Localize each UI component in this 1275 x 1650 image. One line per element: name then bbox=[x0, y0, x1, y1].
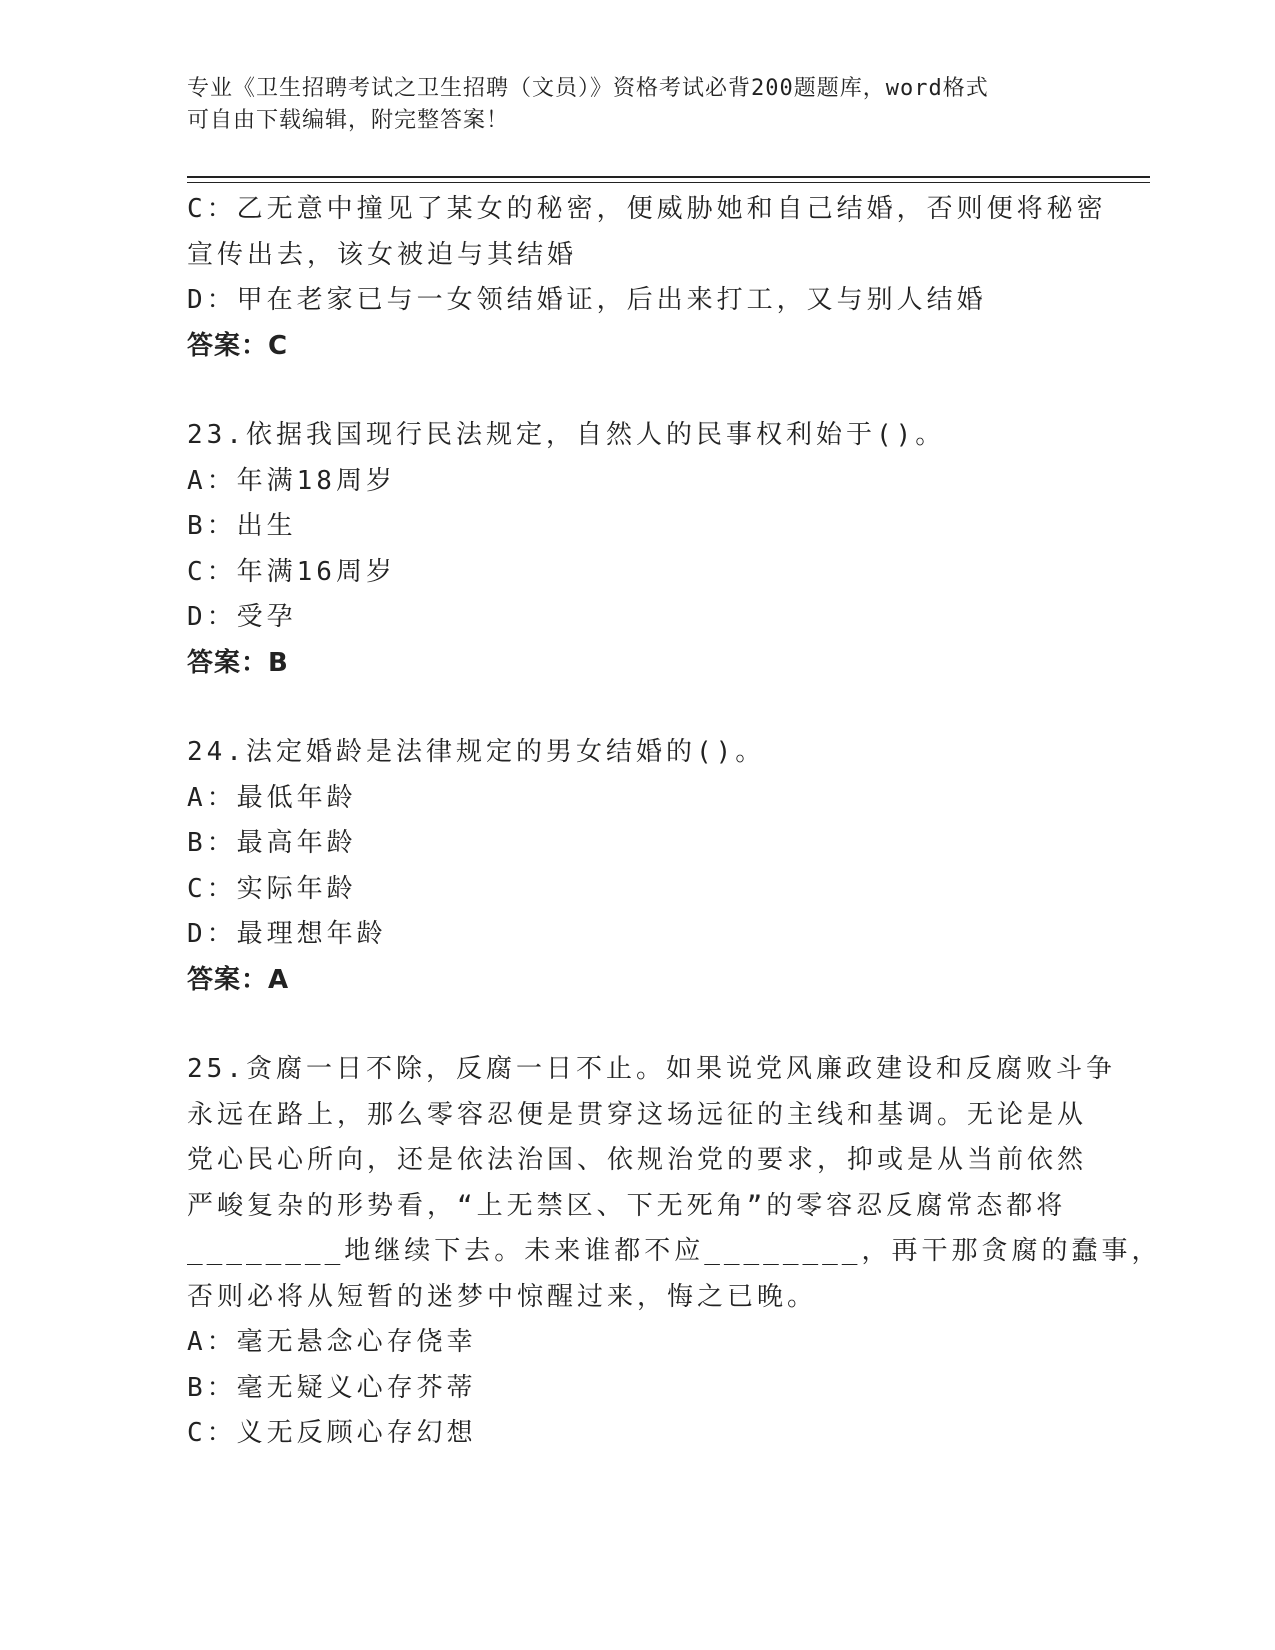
document-header bbox=[187, 73, 1087, 137]
question-content bbox=[187, 187, 1162, 1457]
q25-stem-line-6: 否则必将从短暂的迷梦中惊醒过来，悔之已晚。 bbox=[187, 1281, 818, 1312]
q25-stem-line-1: 25.贪腐一日不除，反腐一日不止。如果说党风廉政建设和反腐败斗争 bbox=[187, 1054, 1116, 1084]
q24-option-d: D：最理想年龄 bbox=[187, 919, 387, 949]
q22-option-c-line-2: 宣传出去，该女被迫与其结婚 bbox=[187, 239, 578, 270]
q24-option-a: A：最低年龄 bbox=[187, 782, 357, 813]
spacer bbox=[187, 686, 1087, 730]
question-23 bbox=[187, 413, 1087, 686]
q25-stem-line-5: ________地继续下去。未来谁都不应________，再干那贪腐的蠢事， bbox=[187, 1236, 1162, 1266]
question-24 bbox=[187, 730, 1087, 1003]
q22-option-d: D：甲在老家已与一女领结婚证，后出来打工，又与别人结婚 bbox=[187, 285, 987, 315]
q22-answer: 答案：C bbox=[187, 330, 289, 361]
q23-stem: 23.依据我国现行民法规定，自然人的民事权利始于()。 bbox=[187, 420, 946, 450]
q25-option-a: A：毫无悬念心存侥幸 bbox=[187, 1327, 477, 1357]
q23-option-c: C：年满16周岁 bbox=[187, 556, 396, 587]
header-title-line-1: 专业《卫生招聘考试之卫生招聘（文员）》资格考试必背200题题库，word格式 bbox=[187, 76, 989, 101]
spacer bbox=[187, 369, 1087, 413]
q22-option-c-line-1: C：乙无意中撞见了某女的秘密，便威胁她和自己结婚，否则便将秘密 bbox=[187, 194, 1107, 224]
q24-option-c: C：实际年龄 bbox=[187, 873, 357, 904]
header-divider bbox=[187, 176, 1150, 178]
question-25 bbox=[187, 1047, 1162, 1457]
question-22-continued bbox=[187, 187, 1107, 369]
q23-option-b: B：出生 bbox=[187, 511, 297, 541]
q23-answer: 答案：B bbox=[187, 647, 289, 678]
q25-stem-line-2: 永远在路上，那么零容忍便是贯穿这场远征的主线和基调。无论是从 bbox=[187, 1099, 1088, 1130]
q25-option-c: C：义无反顾心存幻想 bbox=[187, 1418, 477, 1448]
q24-option-b: B：最高年龄 bbox=[187, 828, 357, 858]
q23-option-a: A：年满18周岁 bbox=[187, 465, 396, 496]
spacer bbox=[187, 1003, 1087, 1047]
header-title-line-2: 可自由下载编辑，附完整答案！ bbox=[187, 108, 510, 133]
q24-stem: 24.法定婚龄是法律规定的男女结婚的()。 bbox=[187, 737, 766, 767]
q23-option-d: D：受孕 bbox=[187, 602, 297, 632]
q25-option-b: B：毫无疑义心存芥蒂 bbox=[187, 1372, 477, 1403]
q25-stem-line-4: 严峻复杂的形势看，“上无禁区、下无死角”的零容忍反腐常态都将 bbox=[187, 1190, 1067, 1221]
q24-answer: 答案：A bbox=[187, 964, 290, 995]
q25-stem-line-3: 党心民心所向，还是依法治国、依规治党的要求，抑或是从当前依然 bbox=[187, 1145, 1088, 1175]
header-divider-thin bbox=[187, 182, 1150, 183]
